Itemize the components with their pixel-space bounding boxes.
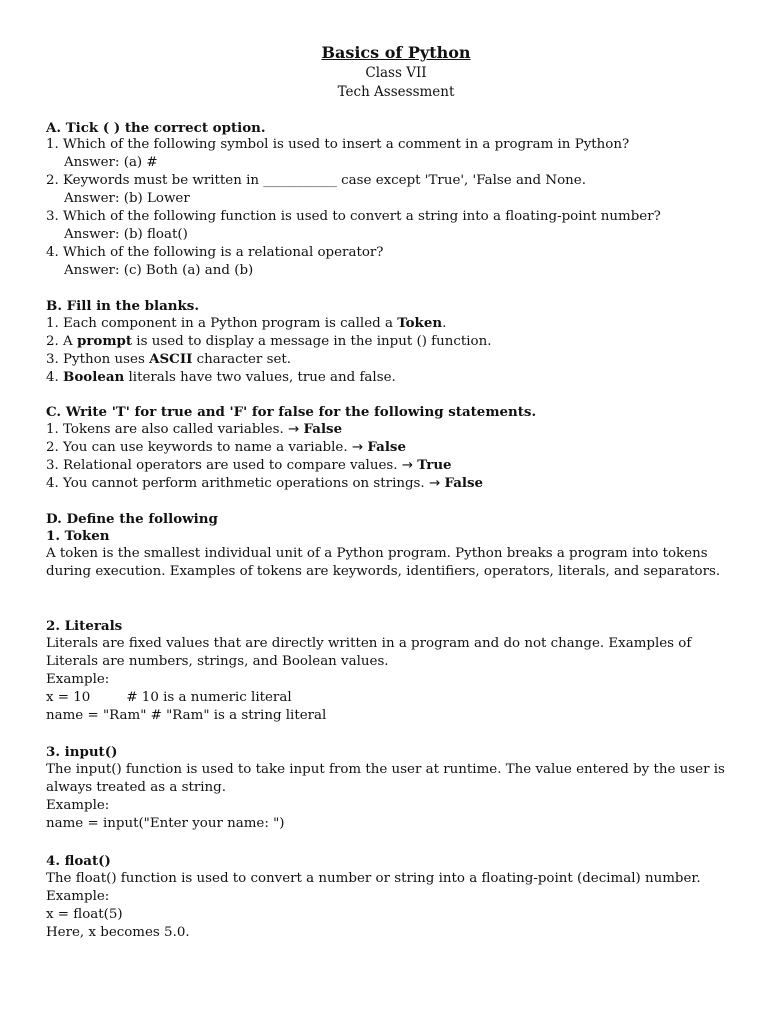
token-heading: 1. Token — [46, 528, 110, 544]
statement-text: 2. You can use keywords to name a variable. — [46, 440, 348, 455]
arrow-right-icon: → — [401, 458, 414, 473]
item-text: 4. — [46, 370, 64, 385]
input-example-label: Example: — [46, 798, 110, 813]
section-c-statement-2 — [46, 438, 406, 457]
section-a-question-4: 4. Which of the following is a relational operator? — [46, 245, 384, 260]
section-b-item-3 — [46, 350, 291, 369]
document-title: Basics of Python — [321, 43, 471, 62]
section-b-item-4 — [46, 368, 396, 387]
section-a-heading: A. Tick ( ) the correct option. — [46, 120, 266, 136]
statement-text: 4. You cannot perform arithmetic operations on strings. — [46, 476, 425, 491]
section-b-item-1 — [46, 314, 446, 333]
literals-definition: Literals are fixed values that are directly written in a program and do not change. Examples of Literals are numbers, strings, and Boolean values. — [46, 636, 692, 669]
item-text: is used to display a message in the input () function. — [132, 334, 492, 349]
section-a-answer-2: Answer: (b) Lower — [64, 191, 190, 206]
statement-text: 1. Tokens are also called variables. — [46, 422, 284, 437]
arrow-right-icon: → — [428, 476, 441, 491]
item-text: 3. Python uses — [46, 352, 150, 367]
input-definition: The input() function is used to take input from the user at runtime. The value entered by the user is always treated as a string. — [46, 762, 725, 795]
arrow-right-icon: → — [288, 422, 300, 437]
literals-example-label: Example: — [46, 672, 110, 687]
class-label: Class VII — [365, 65, 427, 81]
float-definition: The float() function is used to convert a number or string into a floating-point (decimal) number. — [46, 871, 701, 886]
literals-code-line-1 — [46, 689, 292, 707]
section-a-question-3: 3. Which of the following function is used to convert a string into a floating-point number? — [46, 209, 661, 224]
item-answer: Token — [397, 315, 443, 331]
item-answer: ASCII — [149, 351, 193, 367]
assessment-label: Tech Assessment — [337, 84, 455, 100]
item-text: character set. — [192, 352, 292, 367]
literals-heading: 2. Literals — [46, 618, 123, 634]
section-c-heading: C. Write 'T' for true and 'F' for false for the following statements. — [46, 404, 537, 420]
item-text: 1. Each component in a Python program is called a — [46, 316, 398, 331]
section-c-statement-3 — [46, 456, 452, 475]
statement-answer: False — [367, 439, 406, 455]
token-definition: A token is the smallest individual unit of a Python program. Python breaks a program into tokens during execution. Examples of tokens are keywords, identifiers, operators, literals, and separators. — [46, 546, 721, 579]
input-heading: 3. input() — [46, 744, 118, 760]
section-a-question-2: 2. Keywords must be written in ___________ case except 'True', 'False and None. — [46, 173, 586, 188]
section-a-question-1: 1. Which of the following symbol is used to insert a comment in a program in Python? — [46, 137, 630, 152]
item-text: . — [442, 316, 447, 331]
section-b-heading: B. Fill in the blanks. — [46, 298, 199, 314]
section-d-heading: D. Define the following — [46, 511, 218, 527]
item-answer: Boolean — [63, 369, 125, 385]
input-code-line: name = input("Enter your name: ") — [46, 816, 285, 831]
float-heading: 4. float() — [46, 853, 111, 869]
literals-code-line-2: name = "Ram" # "Ram" is a string literal — [46, 708, 327, 723]
statement-answer: True — [417, 457, 452, 473]
section-c-statement-4 — [46, 474, 483, 493]
float-result: Here, x becomes 5.0. — [46, 925, 190, 940]
item-answer: prompt — [76, 333, 133, 349]
statement-answer: False — [444, 475, 484, 491]
statement-text: 3. Relational operators are used to compare values. — [46, 458, 398, 473]
item-text: 2. A — [46, 334, 77, 349]
code-text: x = 10 — [46, 690, 91, 705]
statement-answer: False — [303, 421, 343, 437]
section-a-answer-1: Answer: (a) # — [64, 155, 158, 170]
section-a-answer-4: Answer: (c) Both (a) and (b) — [64, 263, 254, 278]
item-text: literals have two values, true and false. — [124, 370, 396, 385]
section-b-item-2 — [46, 332, 492, 351]
arrow-right-icon: → — [351, 440, 364, 455]
section-a-answer-3: Answer: (b) float() — [64, 227, 188, 242]
float-code-line: x = float(5) — [46, 907, 123, 922]
code-comment: # 10 is a numeric literal — [126, 690, 292, 705]
section-c-statement-1 — [46, 420, 342, 439]
float-example-label: Example: — [46, 889, 110, 904]
